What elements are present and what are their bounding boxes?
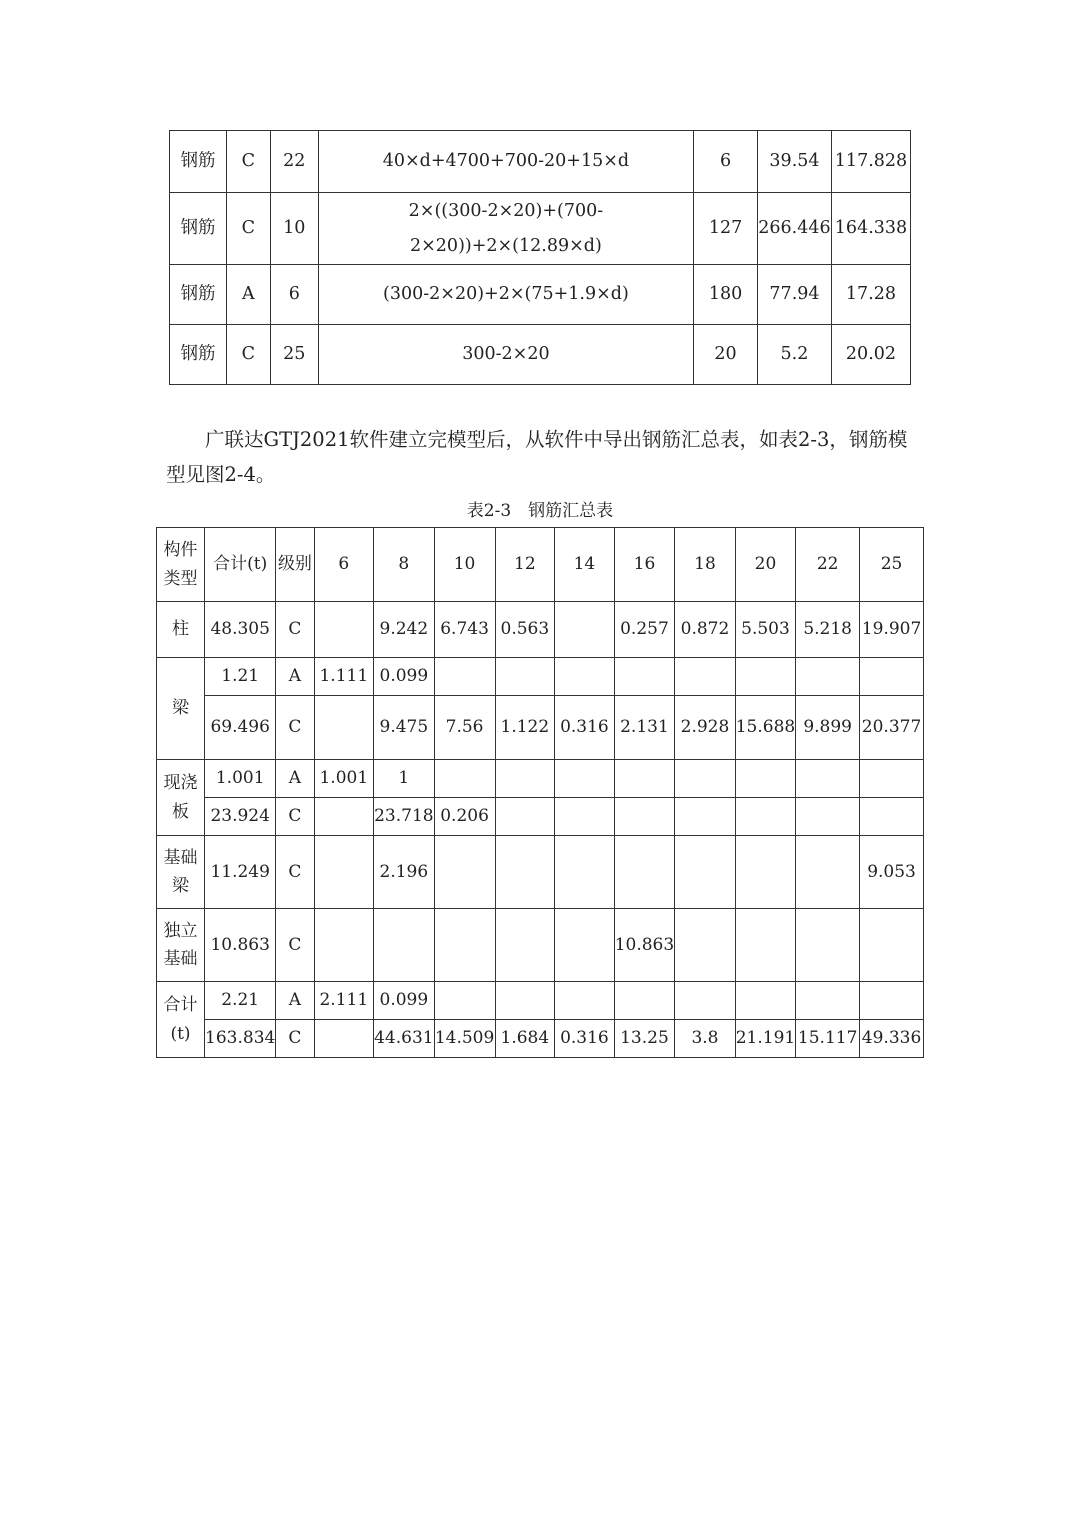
table-row xyxy=(157,836,924,909)
value-cell: 14.509 xyxy=(434,1020,495,1058)
value-cell xyxy=(434,982,495,1020)
t1-cell-weight: 117.828 xyxy=(831,131,910,193)
value-cell xyxy=(860,658,924,696)
table-row xyxy=(157,602,924,658)
value-cell xyxy=(675,798,736,836)
total-cell: 1.001 xyxy=(205,760,276,798)
value-cell xyxy=(495,658,555,696)
total-cell: 48.305 xyxy=(205,602,276,658)
value-cell: 2.131 xyxy=(614,696,674,760)
grade-cell: C xyxy=(276,602,314,658)
total-cell: 1.21 xyxy=(205,658,276,696)
table-row xyxy=(157,658,924,696)
t1-cell-count: 6 xyxy=(694,131,758,193)
body-paragraph: 广联达GTJ2021软件建立完模型后，从软件中导出钢筋汇总表，如表2-3，钢筋模型见图2-4。 xyxy=(166,428,908,486)
value-cell: 10.863 xyxy=(614,909,674,982)
total-cell: 163.834 xyxy=(205,1020,276,1058)
value-cell xyxy=(314,602,374,658)
t1-cell-grade: C xyxy=(226,193,270,265)
value-cell: 9.053 xyxy=(860,836,924,909)
value-cell xyxy=(735,798,795,836)
value-cell xyxy=(555,602,615,658)
value-cell xyxy=(796,909,860,982)
value-cell xyxy=(374,909,434,982)
value-cell: 1.122 xyxy=(495,696,555,760)
value-cell: 21.191 xyxy=(735,1020,795,1058)
t1-cell-dia: 10 xyxy=(270,193,318,265)
t1-cell-formula: (300-2×20)+2×(75+1.9×d) xyxy=(318,265,693,325)
value-cell: 9.475 xyxy=(374,696,434,760)
value-cell: 49.336 xyxy=(860,1020,924,1058)
t1-cell-dia: 25 xyxy=(270,325,318,385)
value-cell xyxy=(314,696,374,760)
total-cell: 11.249 xyxy=(205,836,276,909)
header-cell: 级别 xyxy=(276,528,314,602)
rebar-calc-table xyxy=(169,130,911,385)
t1-cell-formula: 300-2×20 xyxy=(318,325,693,385)
value-cell xyxy=(614,798,674,836)
t1-cell-count: 127 xyxy=(694,193,758,265)
table-row xyxy=(170,325,911,385)
t1-cell-name: 钢筋 xyxy=(170,193,227,265)
value-cell xyxy=(555,982,615,1020)
table-row xyxy=(157,1020,924,1058)
grade-cell: A xyxy=(276,658,314,696)
value-cell: 5.218 xyxy=(796,602,860,658)
value-cell xyxy=(314,1020,374,1058)
value-cell: 0.872 xyxy=(675,602,736,658)
t1-cell-dia: 6 xyxy=(270,265,318,325)
table-row xyxy=(170,193,911,265)
grade-cell: C xyxy=(276,909,314,982)
type-cell: 独立基础 xyxy=(157,909,205,982)
t1-cell-len: 77.94 xyxy=(757,265,831,325)
value-cell xyxy=(675,836,736,909)
value-cell xyxy=(314,909,374,982)
value-cell xyxy=(495,909,555,982)
header-cell: 构件类型 xyxy=(157,528,205,602)
rebar-summary-table xyxy=(156,527,924,1058)
value-cell: 0.206 xyxy=(434,798,495,836)
total-cell: 10.863 xyxy=(205,909,276,982)
value-cell xyxy=(735,658,795,696)
t1-cell-weight: 20.02 xyxy=(831,325,910,385)
value-cell xyxy=(796,658,860,696)
header-cell: 16 xyxy=(614,528,674,602)
header-cell: 6 xyxy=(314,528,374,602)
value-cell xyxy=(434,836,495,909)
value-cell xyxy=(860,760,924,798)
value-cell: 1.001 xyxy=(314,760,374,798)
grade-cell: C xyxy=(276,798,314,836)
value-cell xyxy=(675,982,736,1020)
value-cell: 5.503 xyxy=(735,602,795,658)
value-cell: 3.8 xyxy=(675,1020,736,1058)
value-cell xyxy=(555,836,615,909)
header-cell: 22 xyxy=(796,528,860,602)
t1-cell-name: 钢筋 xyxy=(170,325,227,385)
t1-cell-formula: 2×((300-2×20)+(700-2×20))+2×(12.89×d) xyxy=(318,193,693,265)
value-cell: 0.316 xyxy=(555,696,615,760)
value-cell xyxy=(614,760,674,798)
total-cell: 69.496 xyxy=(205,696,276,760)
value-cell: 0.563 xyxy=(495,602,555,658)
value-cell: 1.684 xyxy=(495,1020,555,1058)
table-row xyxy=(170,131,911,193)
value-cell xyxy=(434,760,495,798)
table-row xyxy=(157,982,924,1020)
value-cell: 0.099 xyxy=(374,982,434,1020)
value-cell: 1.111 xyxy=(314,658,374,696)
type-cell: 基础梁 xyxy=(157,836,205,909)
value-cell: 44.631 xyxy=(374,1020,434,1058)
value-cell xyxy=(675,760,736,798)
value-cell xyxy=(796,982,860,1020)
value-cell: 20.377 xyxy=(860,696,924,760)
header-row xyxy=(157,528,924,602)
total-cell: 2.21 xyxy=(205,982,276,1020)
value-cell xyxy=(796,836,860,909)
t1-cell-count: 20 xyxy=(694,325,758,385)
table-row xyxy=(157,760,924,798)
type-cell: 梁 xyxy=(157,658,205,760)
value-cell xyxy=(860,798,924,836)
header-cell: 合计(t) xyxy=(205,528,276,602)
table-row xyxy=(157,909,924,982)
value-cell xyxy=(796,760,860,798)
t1-cell-len: 5.2 xyxy=(757,325,831,385)
value-cell: 9.899 xyxy=(796,696,860,760)
t1-cell-dia: 22 xyxy=(270,131,318,193)
grade-cell: C xyxy=(276,836,314,909)
value-cell: 19.907 xyxy=(860,602,924,658)
header-cell: 14 xyxy=(555,528,615,602)
value-cell: 0.316 xyxy=(555,1020,615,1058)
grade-cell: C xyxy=(276,1020,314,1058)
grade-cell: A xyxy=(276,760,314,798)
value-cell xyxy=(675,909,736,982)
value-cell xyxy=(314,798,374,836)
t1-cell-weight: 164.338 xyxy=(831,193,910,265)
header-cell: 12 xyxy=(495,528,555,602)
grade-cell: A xyxy=(276,982,314,1020)
t1-cell-count: 180 xyxy=(694,265,758,325)
header-cell: 18 xyxy=(675,528,736,602)
value-cell xyxy=(495,760,555,798)
value-cell xyxy=(434,658,495,696)
value-cell xyxy=(614,836,674,909)
value-cell xyxy=(735,909,795,982)
value-cell xyxy=(735,982,795,1020)
table-row xyxy=(157,696,924,760)
value-cell: 2.928 xyxy=(675,696,736,760)
header-cell: 20 xyxy=(735,528,795,602)
t1-cell-grade: C xyxy=(226,325,270,385)
value-cell xyxy=(434,909,495,982)
t1-cell-len: 39.54 xyxy=(757,131,831,193)
value-cell xyxy=(860,909,924,982)
t1-cell-formula: 40×d+4700+700-20+15×d xyxy=(318,131,693,193)
value-cell: 0.257 xyxy=(614,602,674,658)
value-cell: 7.56 xyxy=(434,696,495,760)
value-cell xyxy=(796,798,860,836)
t1-cell-name: 钢筋 xyxy=(170,265,227,325)
value-cell xyxy=(555,909,615,982)
value-cell xyxy=(495,982,555,1020)
value-cell xyxy=(860,982,924,1020)
value-cell xyxy=(735,836,795,909)
value-cell xyxy=(614,658,674,696)
value-cell xyxy=(735,760,795,798)
t1-cell-weight: 17.28 xyxy=(831,265,910,325)
t1-cell-name: 钢筋 xyxy=(170,131,227,193)
type-cell: 合计(t) xyxy=(157,982,205,1058)
value-cell: 6.743 xyxy=(434,602,495,658)
t1-cell-grade: A xyxy=(226,265,270,325)
header-cell: 25 xyxy=(860,528,924,602)
table-caption: 表2-3 钢筋汇总表 xyxy=(466,501,614,521)
table-row xyxy=(170,265,911,325)
value-cell xyxy=(495,836,555,909)
value-cell: 15.117 xyxy=(796,1020,860,1058)
value-cell: 2.196 xyxy=(374,836,434,909)
grade-cell: C xyxy=(276,696,314,760)
header-cell: 10 xyxy=(434,528,495,602)
type-cell: 柱 xyxy=(157,602,205,658)
value-cell: 2.111 xyxy=(314,982,374,1020)
value-cell xyxy=(555,798,615,836)
t1-cell-grade: C xyxy=(226,131,270,193)
value-cell: 9.242 xyxy=(374,602,434,658)
value-cell xyxy=(495,798,555,836)
t1-cell-len: 266.446 xyxy=(757,193,831,265)
value-cell: 1 xyxy=(374,760,434,798)
value-cell xyxy=(614,982,674,1020)
header-cell: 8 xyxy=(374,528,434,602)
value-cell xyxy=(555,658,615,696)
value-cell: 23.718 xyxy=(374,798,434,836)
value-cell: 13.25 xyxy=(614,1020,674,1058)
value-cell xyxy=(314,836,374,909)
value-cell: 15.688 xyxy=(735,696,795,760)
type-cell: 现浇板 xyxy=(157,760,205,836)
total-cell: 23.924 xyxy=(205,798,276,836)
value-cell: 0.099 xyxy=(374,658,434,696)
value-cell xyxy=(555,760,615,798)
table-row xyxy=(157,798,924,836)
value-cell xyxy=(675,658,736,696)
